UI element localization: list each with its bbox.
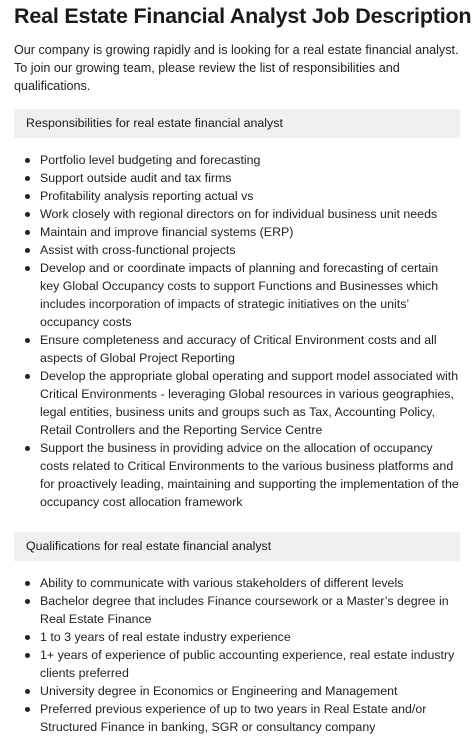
responsibility-item: Maintain and improve financial systems (ERP) bbox=[38, 223, 460, 241]
responsibility-item: Develop and or coordinate impacts of planning and forecasting of certain key Global Occupancy costs to support Functions and Businesses which includes incorporation of impacts of strategic initiatives on the units’ occupancy costs bbox=[38, 259, 460, 331]
responsibility-item: Portfolio level budgeting and forecasting bbox=[38, 151, 460, 169]
responsibility-item: Support the business in providing advice on the allocation of occupancy costs related to Critical Environments to the various business platforms and for proactively leading, maintaining and supporting the implementation of the occupancy cost allocation framework bbox=[40, 441, 459, 509]
qualifications-list bbox=[14, 574, 460, 736]
qualification-item: 1+ years of experience of public accounting experience, real estate industry clients preferred bbox=[38, 646, 460, 682]
responsibility-item: Profitability analysis reporting actual vs bbox=[38, 187, 460, 205]
qualification-item: Preferred previous experience of up to two years in Real Estate and/or Structured Finance in banking, SGR or consultancy company bbox=[38, 700, 460, 736]
responsibilities-header: Responsibilities for real estate financial analyst bbox=[14, 109, 460, 138]
page-title: Real Estate Financial Analyst Job Description bbox=[14, 4, 472, 28]
qualification-item: Ability to communicate with various stakeholders of different levels bbox=[38, 574, 460, 592]
responsibility-item: Develop the appropriate global operating and support model associated with Critical Environments - leveraging Global resources in various geographies, legal entities, business units and groups such as Tax, Accounting Policy, Retail Controllers and the Reporting Service Centre bbox=[40, 369, 459, 437]
responsibility-item: Support outside audit and tax firms bbox=[38, 169, 460, 187]
intro-paragraph: Our company is growing rapidly and is looking for a real estate financial analyst. To join our growing team, please review the list of responsibilities and qualifications. bbox=[14, 43, 459, 93]
qualification-item: University degree in Economics or Engineering and Management bbox=[38, 682, 460, 700]
responsibilities-list bbox=[14, 151, 460, 511]
qualifications-header: Qualifications for real estate financial analyst bbox=[14, 532, 460, 561]
qualification-item: 1 to 3 years of real estate industry experience bbox=[38, 628, 460, 646]
qualification-item: Bachelor degree that includes Finance coursework or a Master’s degree in Real Estate Finance bbox=[38, 592, 460, 628]
responsibility-item: Ensure completeness and accuracy of Critical Environment costs and all aspects of Global Project Reporting bbox=[38, 331, 460, 367]
responsibility-item: Work closely with regional directors on for individual business unit needs bbox=[38, 205, 460, 223]
responsibility-item: Assist with cross-functional projects bbox=[38, 241, 460, 259]
